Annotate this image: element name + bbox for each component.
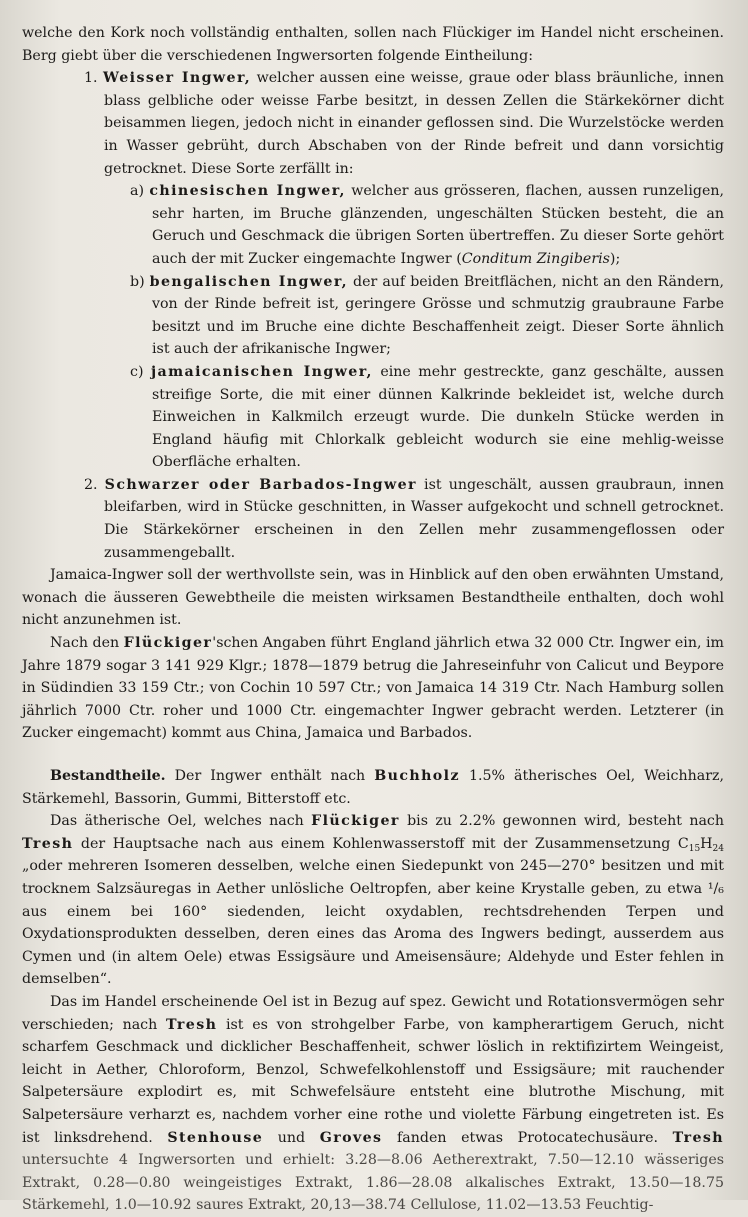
list-item-c <box>22 361 724 474</box>
author-name: Stenhouse <box>167 1129 264 1146</box>
paragraph-oel <box>22 810 724 991</box>
paragraph-bestandtheile <box>22 765 724 810</box>
paragraph-text: ist es von strohgelber Farbe, von kampherartigem Geruch, nicht scharfem Geschmack und dicklicher Beschaffenheit, schwer löslich in rektifizirtem Weingeist, leicht in Aether, Chloroform, Benzol, Schwefelkohlenstoff und Essigsäure; mit rauchender Salpetersäure explodirt es, mit Schwefelsäure entsteht eine blutrothe Mischung, mit Salpetersäure verharzt es, nachdem vorher eine rothe und violette Färbung eingetreten ist. Es ist linksdrehend. <box>22 1016 724 1146</box>
paragraph-text: und <box>263 1129 320 1146</box>
intro-text: welche den Kork noch vollständig enthalten, sollen nach Flückiger im Handel nicht erscheinen. Berg giebt über die verschiedenen Ingwersorten folgende Eintheilung: <box>22 25 724 64</box>
term-chinesischen-ingwer: chinesischen Ingwer, <box>149 183 346 200</box>
paragraph-jamaica <box>22 564 724 632</box>
formula-element: H <box>700 835 713 852</box>
paragraph-text: „oder mehreren Isomeren desselben, welche einen Siedepunkt von 245—270° besitzen und mit trocknem Salzsäuregas in Aether unlösliche Oeltropfen, aber keine Krystalle geben, zu etwa ¹/₆ aus einem bei 160° siedenden, leicht oxydablen, rechtsdrehenden Terpen und Oxydationsprodukten desselben, deren eines das Aroma des Ingwers bedingt, ausserdem aus Cymen und (in altem Oele) etwas Essigsäure und Ameisensäure; Aldehyde und Ester fehlen in demselben“. <box>22 858 724 988</box>
term-weisser-ingwer: Weisser Ingwer, <box>103 70 252 87</box>
paragraph-text: Nach den <box>50 635 124 652</box>
list-letter: a) <box>130 183 150 200</box>
list-item-text: welcher aussen eine weisse, graue oder blass bräunliche, innen blass gelbliche oder weisse Farbe besitzt, in dessen Zellen die Stärkekörner dicht beisammen liegen, jedoch nicht in einander geflossen sind. Die Wurzelstöcke werden in Wasser gebrüht, durch Abschaben von der Rinde befreit und dann vorsichtig getrocknet. Diese Sorte zerfällt in: <box>104 70 724 177</box>
paragraph-intro <box>22 22 724 67</box>
list-item-text: ist ungeschält, aussen graubraun, innen bleifarben, wird in Stücke geschnitten, in Wasser aufgekocht und schnell getrocknet. Die Stärkekörner erscheinen in den Zellen mehr zusammengeflossen oder zusammengeballt. <box>104 476 724 561</box>
list-item-text: der auf beiden Breitflächen, nicht an den Rändern, von der Rinde befreit ist, geringere Grösse und schmutzig graubraune Farbe besitzt und im Bruche eine dichte Beschaffenheit zeigt. Dieser Sorte ähnlich ist auch der afrikanische Ingwer; <box>152 273 724 358</box>
list-item-2 <box>22 474 724 564</box>
list-letter: b) <box>130 273 150 290</box>
paragraph-text: bis zu 2.2% gewonnen wird, besteht nach <box>399 813 725 830</box>
paragraph-text: Das ätherische Oel, welches nach <box>50 813 312 830</box>
paragraph-text: untersuchte 4 Ingwersorten und erhielt: 3.28—8.06 Aetherextrakt, 7.50—12.10 wässeriges Extrakt, 0.28—0.80 weingeistiges Extrakt, 1.86—28.08 alkalisches Extrakt, 13.50—18.75 Stärkemehl, 1.0—10.92 saures Extrakt, 20,13—38.74 Cellulose, 11.02—13.53 Feuchtig- <box>22 1152 724 1214</box>
author-name: Tresh <box>22 835 74 852</box>
paragraph-text: Der Ingwer enthält nach <box>165 768 375 784</box>
list-item-1 <box>22 67 724 180</box>
paragraph-text: 1.5% ätherisches Oel, Weichharz, Stärkemehl, Bassorin, Gummi, Bitterstoff etc. <box>22 768 725 807</box>
author-name: Flückiger <box>311 813 400 830</box>
paragraph-text: Jamaica-Ingwer soll der werthvollste sein, was in Hinblick auf den oben erwähnten Umstand, wonach die äusseren Gewebtheile die meisten wirksamen Bestandtheile enthalten, doch wohl nicht anzunehmen ist. <box>22 567 724 629</box>
paragraph-handel-oel <box>22 991 724 1217</box>
list-item-text: welcher aus grösseren, flachen, aussen runzeligen, sehr harten, im Bruche glänzenden, ungeschälten Stücken besteht, die an Geruch und Geschmack die übrigen Sorten übertreffen. Zu dieser Sorte gehört auch der mit Zucker eingemachte Ingwer ( <box>152 183 724 267</box>
paragraph-text: 'schen Angaben führt England jährlich etwa 32 000 Ctr. Ingwer ein, im Jahre 1879 sogar 3 141 929 Klgr.; 1878—1879 betrug die Jahreseinfuhr von Calicut und Beypore in Südindien 33 159 Ctr.; von Cochin 10 597 Ctr.; von Jamaica 14 319 Ctr. Nach Hamburg sollen jährlich 7000 Ctr. roher und 1000 Ctr. eingemachter Ingwer gebracht werden. Letzterer (in Zucker eingemacht) kommt aus China, Jamaica und Barbados. <box>22 635 724 742</box>
author-name: Flückiger <box>123 635 213 652</box>
term-jamaicanischen-ingwer: jamaicanischen Ingwer, <box>150 363 373 380</box>
term-schwarzer-ingwer: Schwarzer oder Barbados-Ingwer <box>104 476 417 493</box>
section-gap <box>22 745 724 765</box>
paragraph-import <box>22 632 724 745</box>
term-bengalischen-ingwer: bengalischen Ingwer, <box>149 273 349 290</box>
paragraph-text: fanden etwas Protocatechusäure. <box>382 1129 673 1146</box>
list-item-text: eine mehr gestreckte, ganz geschälte, aussen streifige Sorte, die mit einer dünnen Kalkrinde bekleidet ist, welche durch Einweichen in Kalkmilch erzeugt wurde. Die dunkeln Stücke werden in England häufig mit Chlorkalk gebleicht wodurch sie eine mehlig-weisse Oberfläche erhalten. <box>152 363 724 471</box>
italic-latin-term: Conditum Zingiberis <box>461 250 610 267</box>
formula-subscript: 24 <box>712 843 724 854</box>
formula-subscript: 15 <box>688 843 701 854</box>
list-letter: c) <box>130 363 151 380</box>
list-item-end: ); <box>609 250 621 267</box>
author-name: Buchholz <box>374 768 460 784</box>
list-number: 1. <box>84 70 104 87</box>
author-name: Groves <box>319 1129 383 1146</box>
paragraph-text: Das im Handel erscheinende Oel ist in Bezug auf spez. Gewicht und Rotationsvermögen sehr verschieden; nach <box>22 993 724 1033</box>
section-heading: Bestandtheile. <box>50 768 166 784</box>
list-item-a <box>22 180 724 270</box>
author-name: Tresh <box>165 1016 218 1033</box>
list-item-b <box>22 271 724 361</box>
author-name: Tresh <box>672 1129 724 1146</box>
list-number: 2. <box>84 476 105 493</box>
paragraph-text: der Hauptsache nach aus einem Kohlenwasserstoff mit der Zusammensetzung C <box>73 835 689 852</box>
